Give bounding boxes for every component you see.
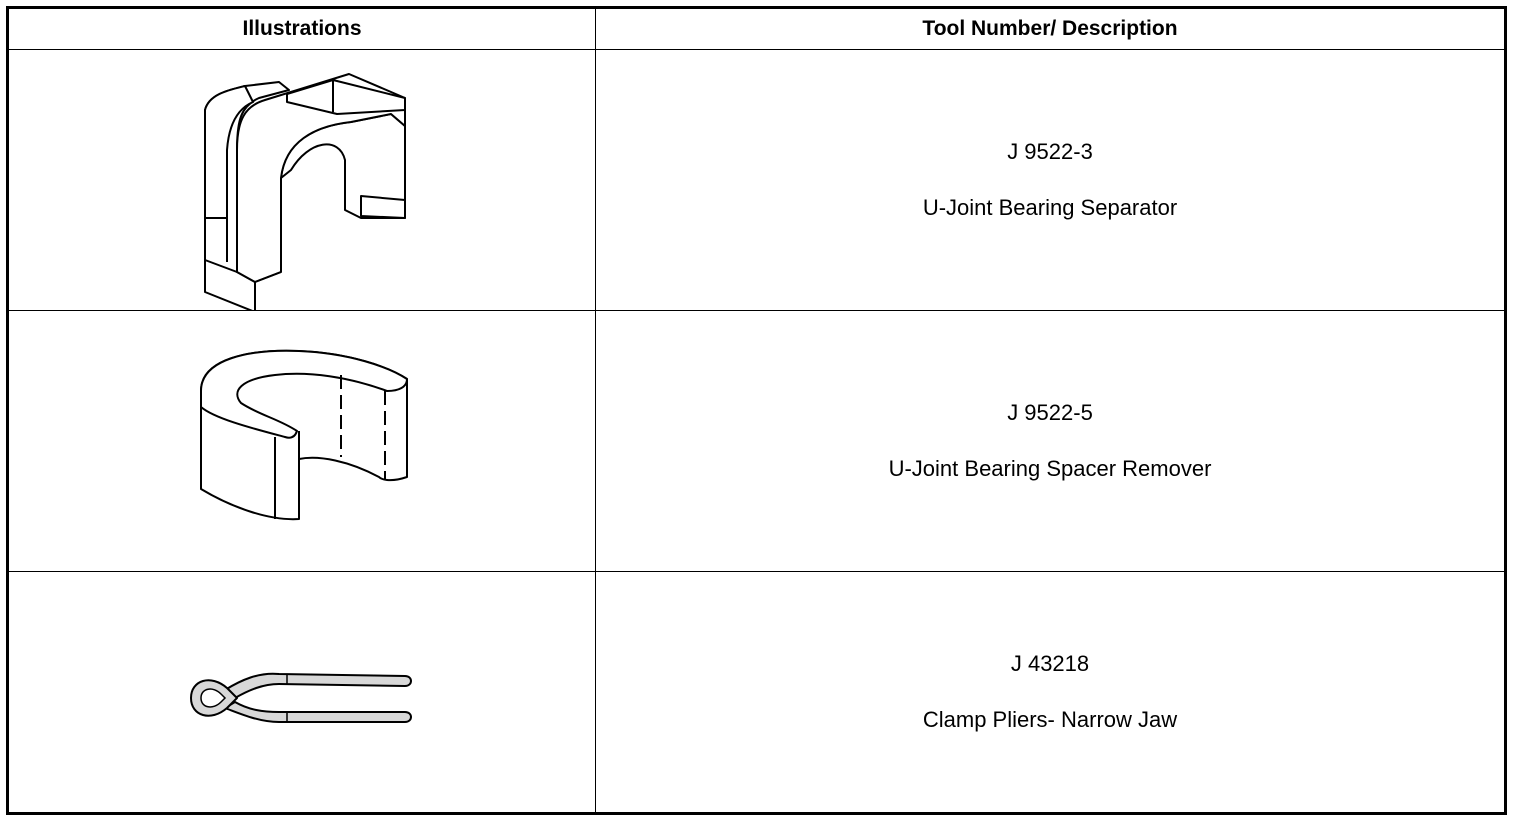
table-row: [8, 311, 1506, 571]
description-cell: [596, 50, 1506, 311]
illustration-cell: [8, 50, 596, 311]
description-cell: [596, 571, 1506, 813]
header-row: [8, 8, 1506, 50]
tool-description: U-Joint Bearing Separator: [922, 195, 1178, 221]
u-joint-bearing-separator-drawing: [9, 50, 597, 310]
tool-number: J 43218: [1010, 650, 1090, 676]
illustration-cell: [8, 311, 596, 571]
illustrations-header: Illustrations: [8, 8, 596, 50]
tool-description: Clamp Pliers- Narrow Jaw: [922, 706, 1178, 732]
illustration-cell: [8, 571, 596, 813]
tool-number: J 9522-3: [1007, 139, 1093, 165]
tool-number: J 9522-5: [1007, 399, 1093, 425]
description-cell: [596, 311, 1506, 571]
description-header: Tool Number/ Description: [596, 8, 1506, 50]
special-tools-table: [6, 6, 1507, 815]
table-row: [8, 571, 1506, 813]
clamp-pliers-drawing: [9, 572, 597, 812]
bearing-spacer-remover-drawing: [9, 311, 597, 570]
tool-description: U-Joint Bearing Spacer Remover: [888, 455, 1212, 481]
table-row: [8, 50, 1506, 311]
